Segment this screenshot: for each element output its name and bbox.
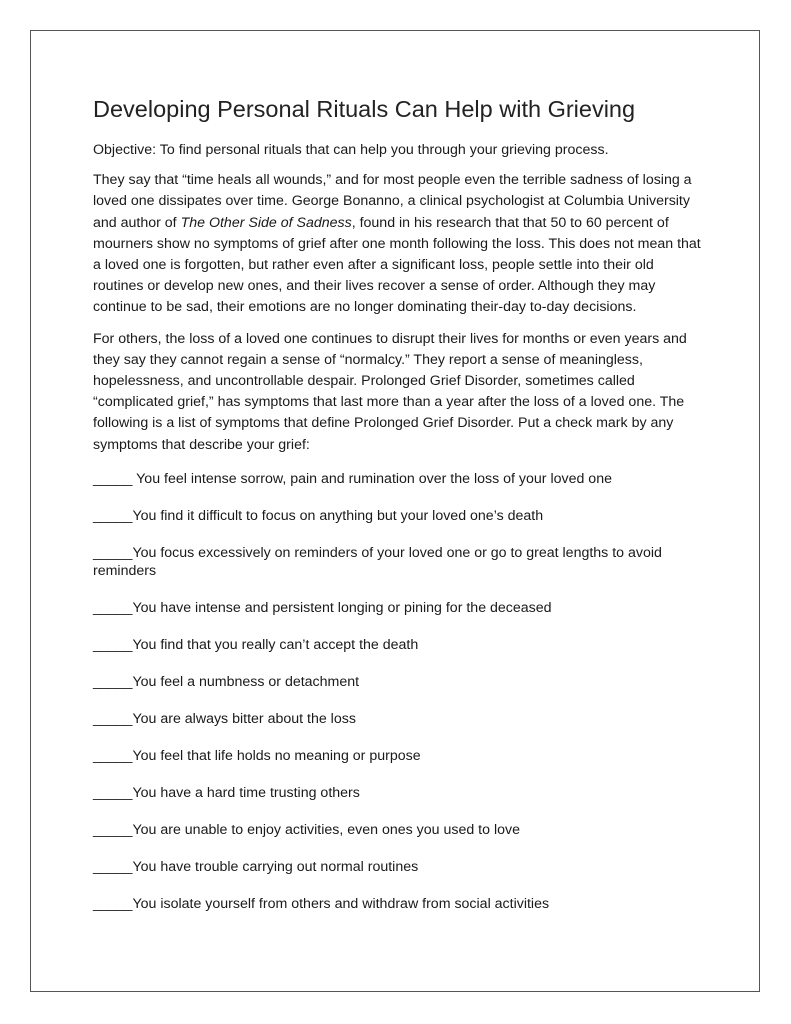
intro-paragraph	[93, 170, 703, 318]
grief-disorder-paragraph: For others, the loss of a loved one continues to disrupt their lives for months or even years and they say they cannot regain a sense of “normalcy.” They report a sense of meaningless, hopelessness, and uncontrollable despair. Prolonged Grief Disorder, sometimes called “complicated grief,” has symptoms that last more than a year after the loss of a loved one. The following is a list of symptoms that define Prolonged Grief Disorder. Put a check mark by any symptoms that describe your grief:	[93, 330, 687, 453]
checklist-item[interactable]	[93, 470, 703, 489]
check-blank[interactable]: _____	[93, 637, 133, 654]
checklist-item[interactable]	[93, 673, 703, 692]
check-blank[interactable]: _____	[93, 544, 133, 561]
symptom-checklist	[93, 470, 703, 914]
check-blank[interactable]: _____	[93, 748, 133, 765]
checklist-item-label: You feel intense sorrow, pain and rumination over the loss of your loved one	[136, 470, 612, 487]
checklist-item[interactable]	[93, 599, 703, 618]
checklist-item[interactable]	[93, 895, 703, 914]
check-blank[interactable]: _____	[93, 822, 133, 839]
checklist-item-label: You are unable to enjoy activities, even ones you used to love	[132, 822, 520, 839]
check-blank[interactable]: _____	[93, 785, 133, 802]
checklist-item[interactable]	[93, 747, 703, 766]
checklist-item-label: You are always bitter about the loss	[132, 711, 356, 728]
check-blank[interactable]: _____	[93, 674, 133, 691]
checklist-item-label: You feel a numbness or detachment	[132, 674, 360, 691]
checklist-item[interactable]	[93, 544, 703, 581]
check-blank[interactable]: _____	[93, 711, 133, 728]
checklist-item-label: You find it difficult to focus on anything but your loved one’s death	[132, 507, 544, 524]
check-blank[interactable]: _____	[93, 470, 137, 487]
intro-text-end: , found in his research that that 50 to 60 percent of mourners show no symptoms of grief after one month following the loss. This does not mean that a loved one is forgotten, but rather even after a significant loss, people settle into their old routines or develop new ones, and their lives recover a sense of order. Although they may continue to be sad, their emotions are no longer dominating their-day to-day decisions.	[93, 214, 701, 316]
checklist-item[interactable]	[93, 784, 703, 803]
book-title: The Other Side of Sadness	[180, 214, 352, 231]
check-blank[interactable]: _____	[93, 896, 133, 913]
checklist-item[interactable]	[93, 636, 703, 655]
checklist-item-label: You have intense and persistent longing or pining for the deceased	[132, 600, 552, 617]
checklist-item[interactable]	[93, 858, 703, 877]
checklist-item-label: You find that you really can’t accept the death	[132, 637, 419, 654]
checklist-item[interactable]	[93, 507, 703, 526]
checklist-item-label: You focus excessively on reminders of your loved one or go to great lengths to avoid reminders	[93, 544, 662, 580]
check-blank[interactable]: _____	[93, 507, 133, 524]
check-blank[interactable]: _____	[93, 859, 133, 876]
objective-paragraph: Objective: To find personal rituals that can help you through your grieving process.	[93, 142, 609, 158]
checklist-item-label: You feel that life holds no meaning or purpose	[132, 748, 421, 765]
intro-text-start: They say that “time heals all wounds,” and for most people even the terrible sadness of losing a loved one dissipates over time. George Bonanno, a clinical psychologist at Columbia University and author of	[93, 172, 692, 231]
checklist-item-label: You have a hard time trusting others	[132, 785, 360, 802]
page-title: Developing Personal Rituals Can Help with Grieving	[93, 96, 636, 122]
checklist-item[interactable]	[93, 821, 703, 840]
checklist-item-label: You isolate yourself from others and withdraw from social activities	[132, 896, 550, 913]
check-blank[interactable]: _____	[93, 600, 133, 617]
document-body	[93, 94, 703, 932]
checklist-item-label: You have trouble carrying out normal routines	[132, 859, 419, 876]
checklist-item[interactable]	[93, 710, 703, 729]
